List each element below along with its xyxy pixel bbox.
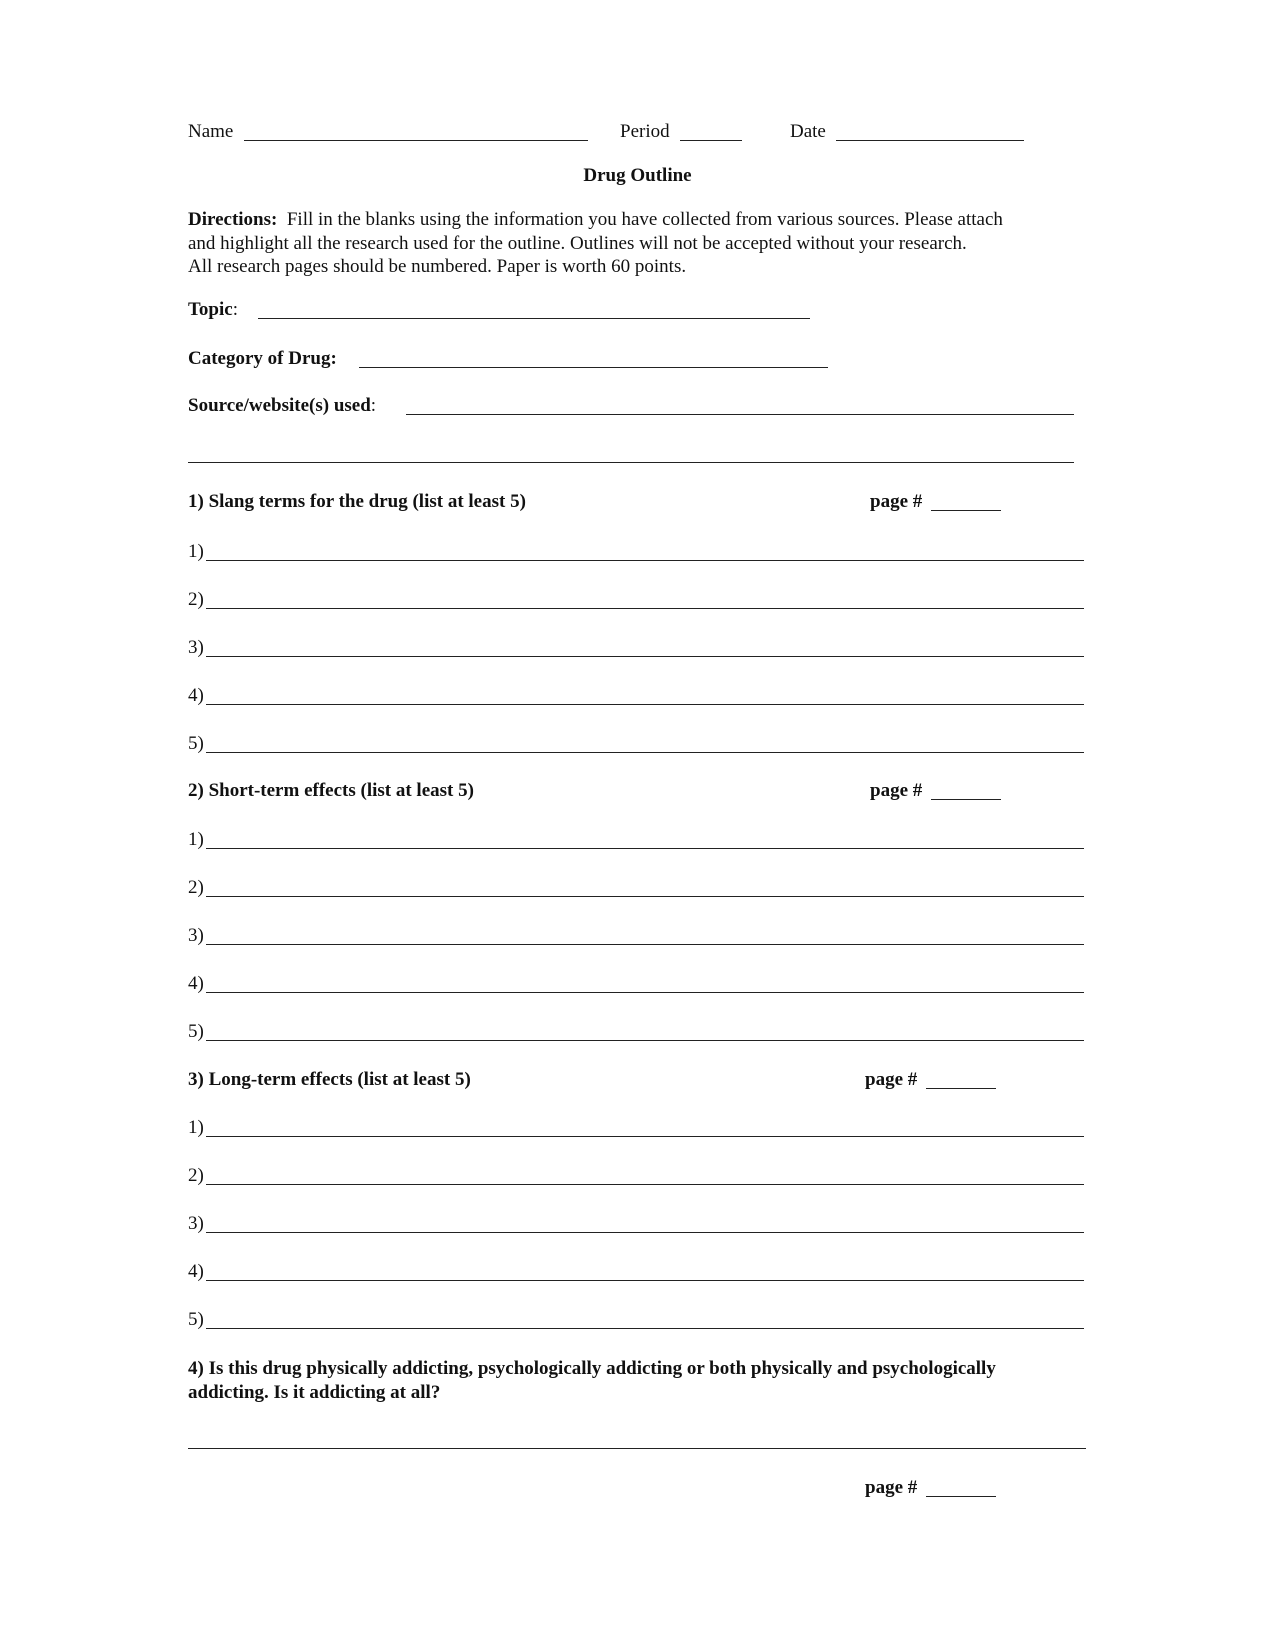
- source-label-wrap: [188, 396, 376, 415]
- source-label: Source/website(s) used: [188, 395, 371, 416]
- section-2-page-label: page #: [870, 780, 923, 801]
- section-1-item-2-label: 2): [188, 589, 204, 610]
- section-1-item-4-field[interactable]: [206, 704, 1084, 705]
- question-4-page-field[interactable]: [926, 1496, 996, 1497]
- section-2-item-2-field[interactable]: [206, 896, 1084, 897]
- directions-line-3: All research pages should be numbered. Paper is worth 60 points.: [188, 256, 687, 277]
- source-colon: :: [370, 395, 377, 416]
- section-2-page-field[interactable]: [931, 799, 1001, 800]
- section-1-item-3-field[interactable]: [206, 656, 1084, 657]
- section-1-item-5-field[interactable]: [206, 752, 1084, 753]
- section-2-item-1-label: 1): [188, 829, 204, 850]
- section-1-item-2-field[interactable]: [206, 608, 1084, 609]
- directions-line-2: and highlight all the research used for the outline. Outlines will not be accepted without your research.: [188, 232, 967, 254]
- section-3-item-1-label: 1): [188, 1117, 204, 1138]
- section-3-item-4-field[interactable]: [206, 1280, 1084, 1281]
- section-1-page-label: page #: [870, 491, 923, 512]
- section-2-item-5-label: 5): [188, 1021, 204, 1042]
- section-2-heading: 2) Short-term effects (list at least 5): [188, 780, 474, 801]
- source-field-2[interactable]: [188, 462, 1074, 463]
- section-1-page-field[interactable]: [931, 510, 1001, 511]
- section-1-item-1-label: 1): [188, 541, 204, 562]
- directions: [188, 208, 1108, 279]
- name-label: Name: [188, 121, 234, 142]
- section-3-page-field[interactable]: [926, 1088, 996, 1089]
- section-2-item-4-field[interactable]: [206, 992, 1084, 993]
- topic-colon: :: [232, 299, 238, 320]
- date-field[interactable]: [836, 140, 1024, 141]
- period-label: Period: [620, 121, 670, 142]
- directions-line-1: Fill in the blanks using the information you have collected from various sources. Please attach: [286, 209, 1003, 230]
- section-1-item-1-field[interactable]: [206, 560, 1084, 561]
- section-3-item-5-label: 5): [188, 1309, 204, 1330]
- section-3-item-2-field[interactable]: [206, 1184, 1084, 1185]
- period-field[interactable]: [680, 140, 742, 141]
- question-4-line-1: 4) Is this drug physically addicting, psychologically addicting or both physically and psychologically: [188, 1358, 996, 1379]
- section-2-item-3-label: 3): [188, 925, 204, 946]
- topic-label: Topic: [188, 299, 233, 320]
- section-3-item-3-label: 3): [188, 1213, 204, 1234]
- section-1-item-5-label: 5): [188, 733, 204, 754]
- topic-field[interactable]: [258, 318, 810, 319]
- question-4-line-2: addicting. Is it addicting at all?: [188, 1382, 441, 1403]
- section-3-item-5-field[interactable]: [206, 1328, 1084, 1329]
- category-label: Category of Drug:: [188, 348, 337, 369]
- section-1-item-4-label: 4): [188, 685, 204, 706]
- section-3-page-label: page #: [865, 1069, 918, 1090]
- section-2-item-4-label: 4): [188, 973, 204, 994]
- section-2-item-5-field[interactable]: [206, 1040, 1084, 1041]
- topic-label-wrap: [188, 300, 238, 319]
- category-field[interactable]: [359, 367, 828, 368]
- page-title: Drug Outline: [583, 165, 692, 186]
- section-3-item-2-label: 2): [188, 1165, 204, 1186]
- section-1-item-3-label: 3): [188, 637, 204, 658]
- question-4-page-label: page #: [865, 1477, 918, 1498]
- date-label: Date: [790, 121, 826, 142]
- directions-label: Directions:: [188, 209, 278, 230]
- section-2-item-3-field[interactable]: [206, 944, 1084, 945]
- question-4-answer-field[interactable]: [188, 1448, 1086, 1449]
- source-field-1[interactable]: [406, 414, 1074, 415]
- section-3-item-4-label: 4): [188, 1261, 204, 1282]
- name-field[interactable]: [244, 140, 588, 141]
- section-3-item-1-field[interactable]: [206, 1136, 1084, 1137]
- section-1-heading: 1) Slang terms for the drug (list at least 5): [188, 491, 526, 512]
- section-3-item-3-field[interactable]: [206, 1232, 1084, 1233]
- section-3-heading: 3) Long-term effects (list at least 5): [188, 1069, 471, 1090]
- section-2-item-2-label: 2): [188, 877, 204, 898]
- section-2-item-1-field[interactable]: [206, 848, 1084, 849]
